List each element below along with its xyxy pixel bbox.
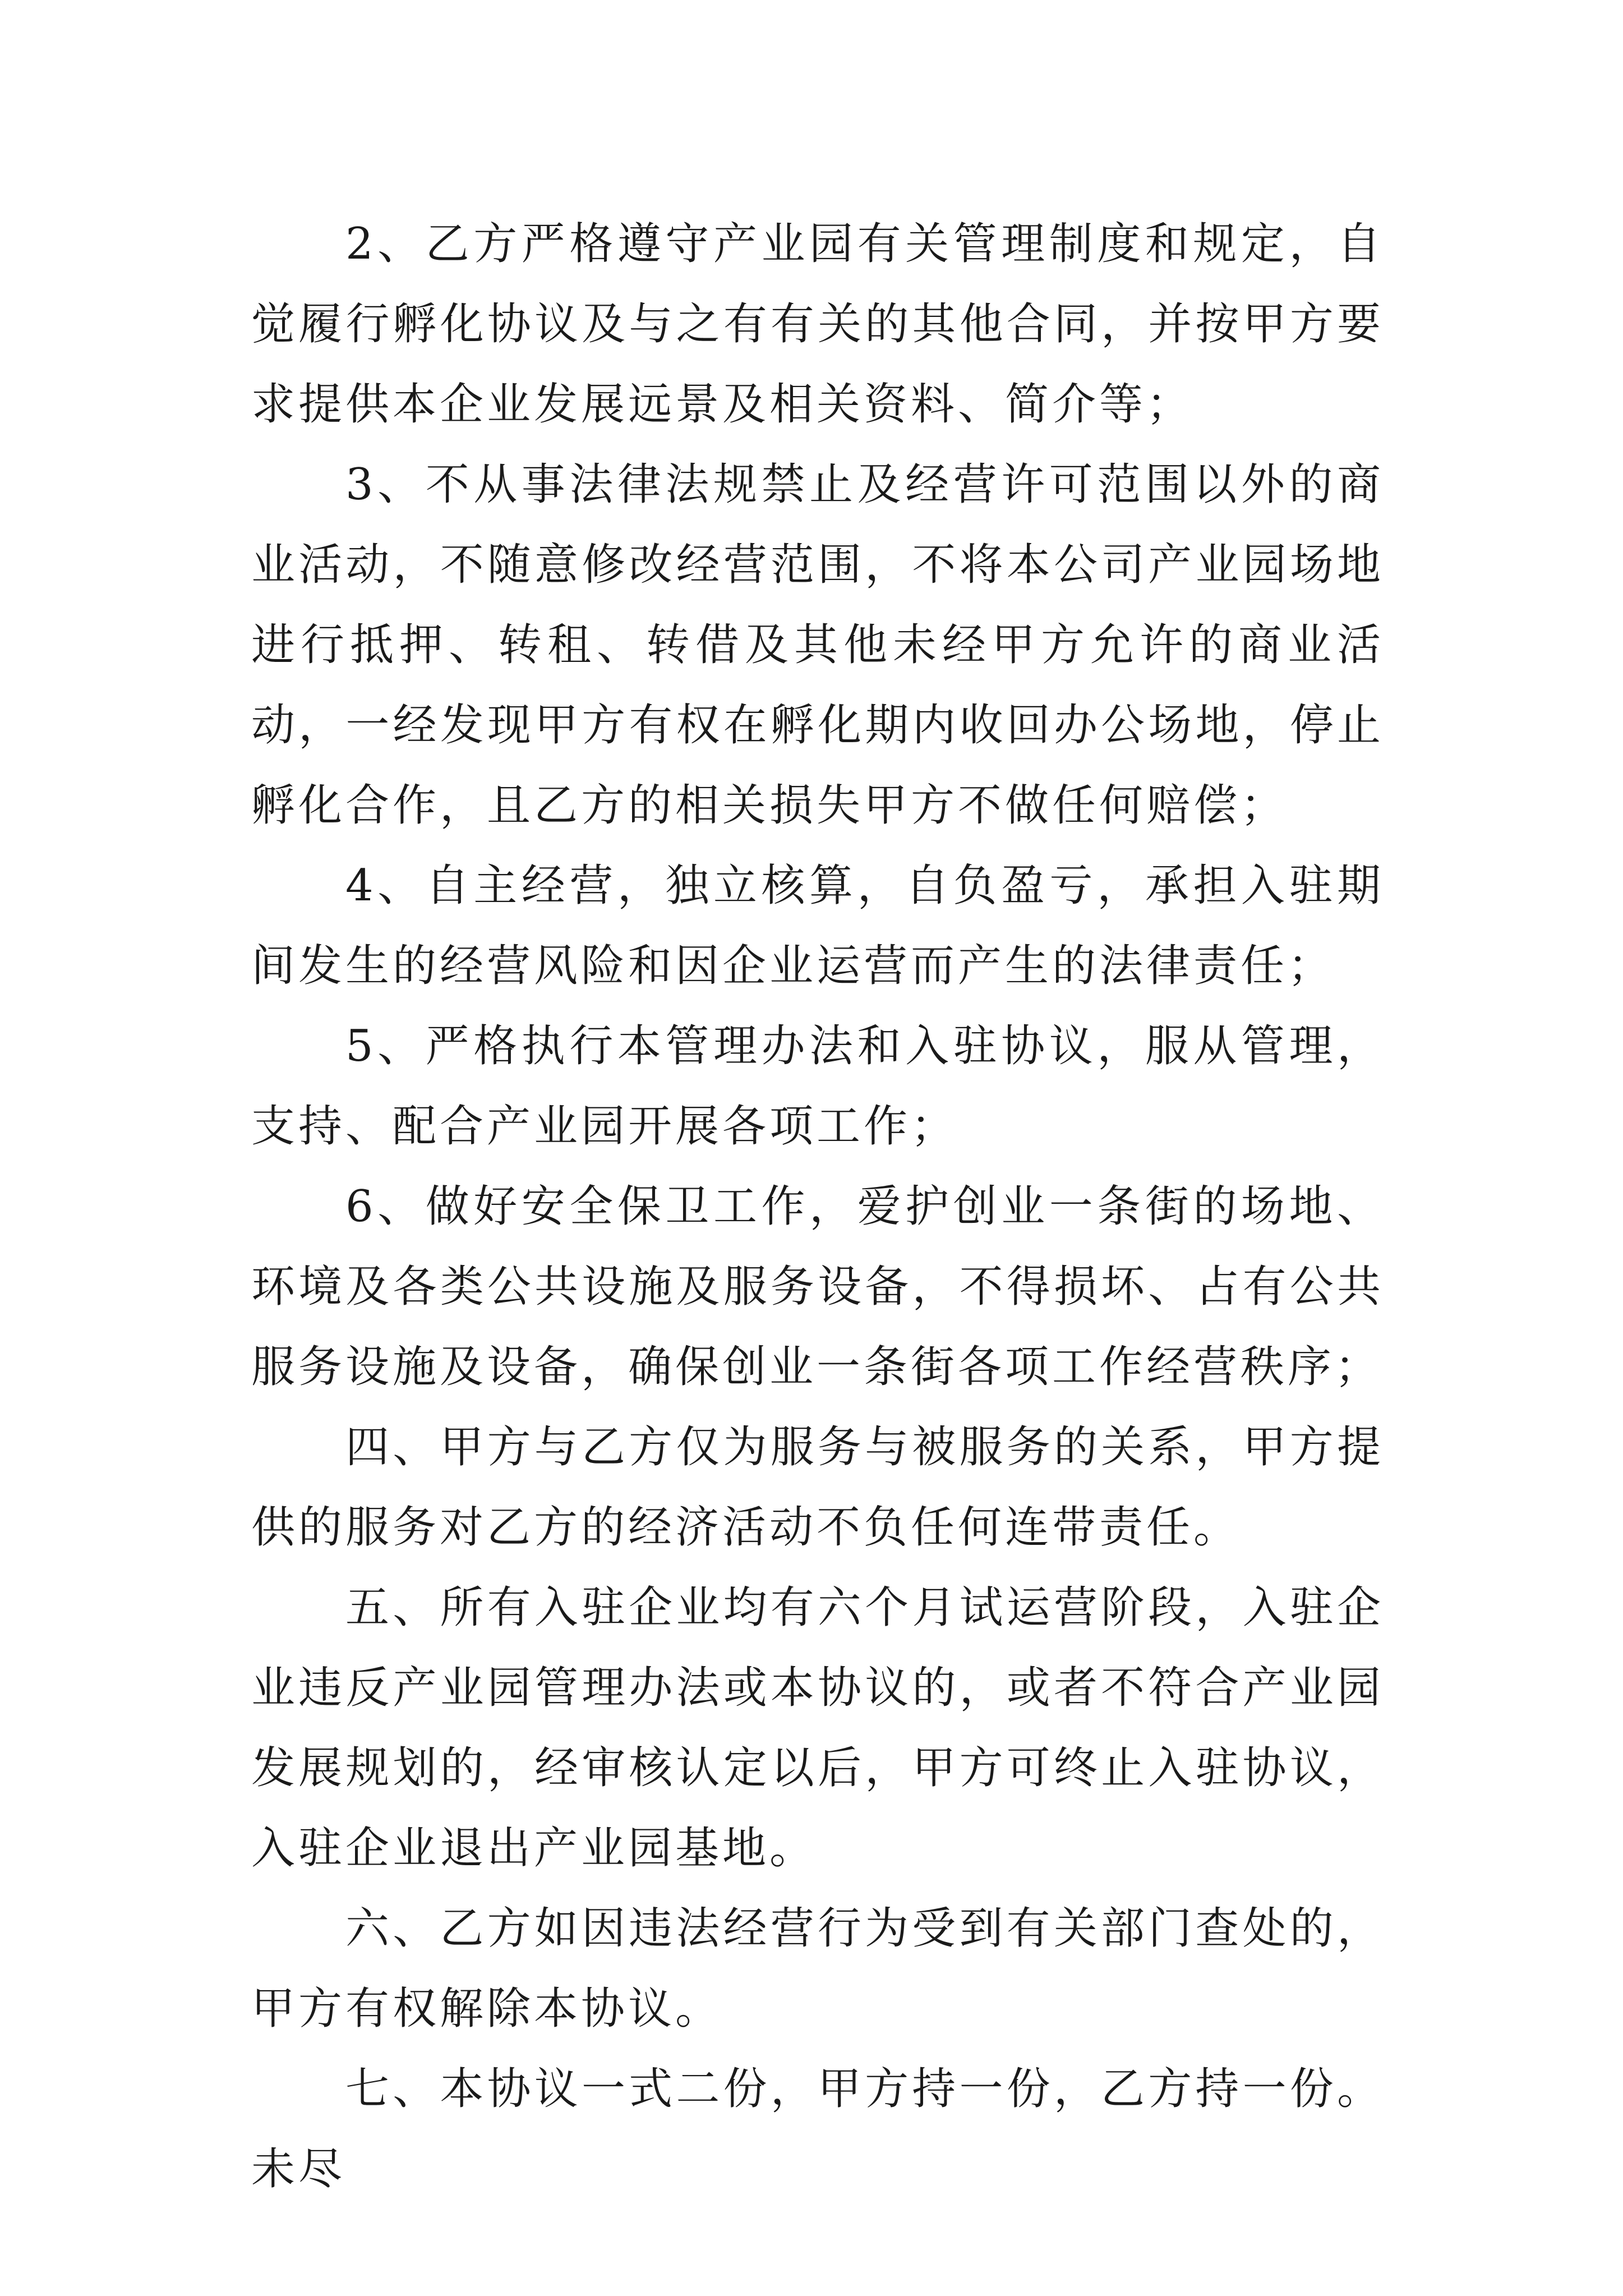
document-body (251, 204, 1384, 2210)
article-seven: 七、本协议一式二份，甲方持一份，乙方持一份。未尽 (251, 2064, 1384, 2194)
article-four: 四、甲方与乙方仅为服务与被服务的关系，甲方提供的服务对乙方的经济活动不负任何连带责任。 (251, 1422, 1384, 1553)
clause-6: 6、做好安全保卫工作，爱护创业一条街的场地、环境及各类公共设施及服务设备，不得损坏、占有公共服务设施及设备，确保创业一条街各项工作经营秩序； (251, 1181, 1384, 1392)
article-six: 六、乙方如因违法经营行为受到有关部门查处的，甲方有权解除本协议。 (251, 1903, 1384, 2034)
article-five: 五、所有入驻企业均有六个月试运营阶段，入驻企业违反产业园管理办法或本协议的，或者不符合产业园发展规划的，经审核认定以后，甲方可终止入驻协议，入驻企业退出产业园基地。 (251, 1582, 1384, 1874)
clause-3: 3、不从事法律法规禁止及经营许可范围以外的商业活动，不随意修改经营范围，不将本公司产业园场地进行抵押、转租、转借及其他未经甲方允许的商业活动，一经发现甲方有权在孵化期内收回办公场地，停止孵化合作，且乙方的相关损失甲方不做任何赔偿； (251, 459, 1384, 831)
clause-5: 5、严格执行本管理办法和入驻协议，服从管理，支持、配合产业园开展各项工作； (251, 1021, 1384, 1152)
clause-4: 4、自主经营，独立核算，自负盈亏，承担入驻期间发生的经营风险和因企业运营而产生的法律责任； (251, 861, 1384, 991)
clause-2: 2、乙方严格遵守产业园有关管理制度和规定，自觉履行孵化协议及与之有有关的其他合同，并按甲方要求提供本企业发展远景及相关资料、简介等； (251, 219, 1384, 430)
